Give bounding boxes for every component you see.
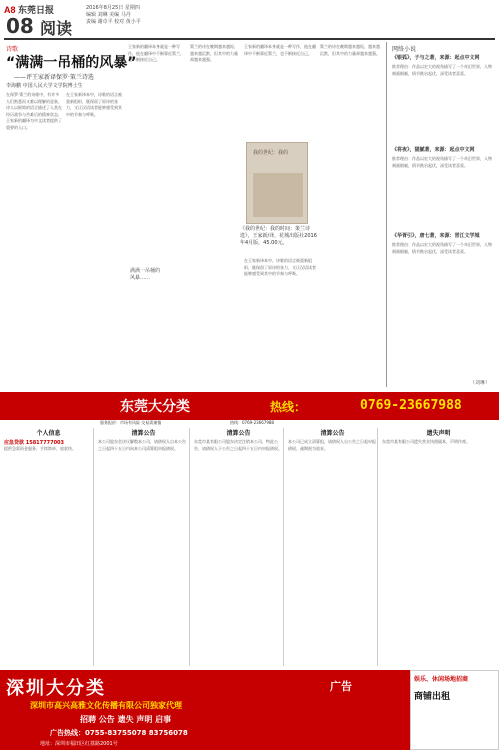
ad-column-notice-2: 清算公告 东莞市某有限公司股东决定注销本公司，特此公告，请债权人于公告之日起四十五日内申报债权。 (194, 428, 284, 666)
sidebar-item-1-title: 《银狐》，子与之著，来源：起点中文网 (392, 55, 480, 61)
column-divider (386, 42, 387, 387)
shenzhen-banner-services: 招聘 公告 遗失 声明 启事 (80, 715, 172, 724)
article-kicker: 诗歌 (6, 46, 19, 53)
shenzhen-banner-tag: 广告 (330, 680, 352, 693)
page-number: 08 (6, 14, 34, 38)
shenzhen-banner-name: 深圳大分类 (6, 678, 106, 699)
section-name: 阅读 (40, 19, 73, 38)
article-column-3: 王家新的翻译本身就是一种写作，他在翻译中不断靠近策兰，也不断接近自己。 (128, 44, 184, 62)
ad-column-notice-3: 清算公告 本公司已成立清算组，请债权人自公告之日起申报债权，逾期视为放弃。 (288, 428, 378, 666)
ad-column-personal: 个人信息 应急贷款 15817777003 提供急需资金服务，手续简单，放款快。 (4, 428, 94, 666)
ad-phone: 应急贷款 15817777003 (4, 440, 65, 446)
paper-logo: A8 东莞日报 (4, 5, 55, 15)
sidebar-item-2-body: 推荐理由：作品以宏大的视角描写了一个奇幻世界，人物刻画细腻，情节跌宕起伏，深受读者喜爱。 (392, 156, 492, 168)
banner-note-2: 热线：0769-23667988 (230, 420, 274, 425)
article-subtitle: ——评王家新译保罗·策兰诗选 (14, 74, 94, 81)
sidebar-item-3-title: 《华胥引》，唐七著，来源：晋江文学城 (392, 233, 480, 239)
banner-note: 服务报价：市场有风险 交易需谨慎 (100, 420, 162, 425)
shenzhen-banner-hotline: 广告热线：0755-83755078 83756078 (50, 729, 188, 737)
header-rule (4, 38, 495, 40)
page-header (0, 0, 499, 40)
shenzhen-banner-agent: 深圳市高兴高雅文化传播有限公司独家代理 (30, 701, 182, 710)
sidebar-item-3-body: 推荐理由：作品以宏大的视角描写了一个奇幻世界，人物刻画细腻，情节跌宕起伏，深受读者喜爱。 (392, 242, 492, 254)
shenzhen-banner-address: 地址：深圳市福田区红荔路2001号 (40, 741, 118, 747)
sidebar-item-2-title: 《将夜》，猫腻著，来源：起点中文网 (392, 147, 475, 153)
article-byline: 李海鹏 中国人民大学文学院博士生 (6, 83, 83, 89)
article-poem: 满满一吊桶的 风暴…… (130, 268, 161, 281)
article-column-4: 策兰的诗在晚期越来越短，越来越沉默，但其中的力量却越来越强。 (190, 44, 238, 62)
book-cover-image: 我的世纪：我的 (246, 142, 308, 224)
sidebar-item-1-body: 推荐理由：作品以宏大的视角描写了一个奇幻世界，人物刻画细腻，情节跌宕起伏，深受读者喜爱。 (392, 64, 492, 76)
classified-hotline: 0769-23667988 (360, 398, 462, 413)
article-column-6: 在王家新译本中，诗歌的语言被重新组织，既保留了原诗的张力，又让汉语读者能够感受到其中的节奏与呼吸。 (244, 258, 316, 276)
ad-column-notice-1: 清算公告 本公司股东会决议解散本公司，请债权人自本公告之日起四十五日内向本公司清算组申报债权。 (98, 428, 190, 666)
book-caption: 《我的世纪：我的时间：策兰诗选》，王家新/译，花城出版社2016年4月版，45.00元。 (240, 226, 317, 246)
sidebar-signature: （刘琳） (470, 380, 491, 386)
entertainment-ad: 娱乐、休闲场地招商 商铺出租 (410, 670, 499, 750)
article-title: “满满一吊桶的风暴” (6, 55, 137, 71)
article-column-1: 在保罗·策兰的诗歌中，有许多人们熟悉而又难以理解的意象，诗人以极简的语言描述了人类在经历战争与苦难后的精神状态，王家新的翻译为中文读者提供了重要的入口。 (6, 92, 62, 130)
article-column-2: 在王家新译本中，诗歌的语言被重新组织，既保留了原诗的张力，又让汉语读者能够感受到其中的节奏与呼吸。 (66, 92, 122, 117)
article-column-5: 王家新的翻译本身就是一种写作，他在翻译中不断靠近策兰，也不断接近自己。 (244, 44, 316, 56)
classified-hotline-label: 热线： (270, 400, 307, 414)
classified-banner-name: 东莞大分类 (120, 399, 190, 415)
header-meta: 2016年8月25日 星期四 编辑 刘琳 美编 马丹 责编 谢卓平 校对 黄小平 (86, 5, 141, 25)
sidebar-heading: 网络小说 (392, 46, 417, 53)
ad-column-lost: 遗失声明 东莞市某有限公司遗失营业执照副本，声明作废。 (382, 430, 470, 444)
article-column-7: 策兰的诗在晚期越来越短，越来越沉默，但其中的力量却越来越强。 (320, 44, 380, 56)
